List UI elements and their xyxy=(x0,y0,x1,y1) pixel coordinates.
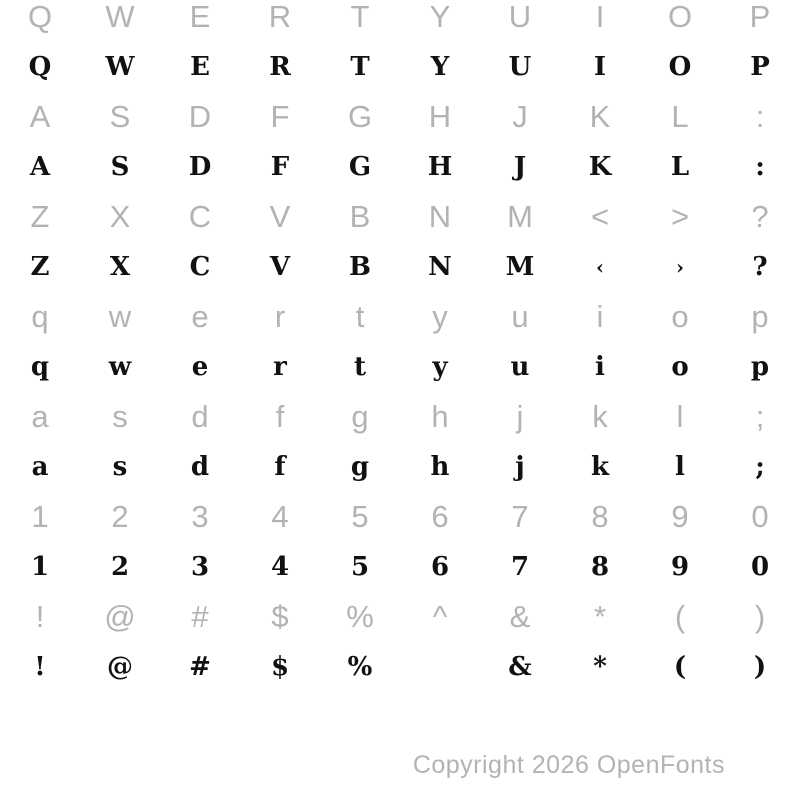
sample-glyph-r2-c7: U xyxy=(508,52,532,82)
reference-glyph-r7-c6: y xyxy=(432,299,448,334)
reference-glyph-r1-c8: I xyxy=(595,0,605,34)
reference-glyph-r7-c3: e xyxy=(191,299,209,334)
sample-glyph-r2-c6: Y xyxy=(430,52,450,82)
reference-glyph-r1-c1: Q xyxy=(27,0,53,34)
sample-glyph-r8-c10: p xyxy=(750,352,770,382)
sample-glyph-r4-c2: S xyxy=(110,152,130,182)
sample-glyph-r14-c1: ! xyxy=(34,652,46,682)
reference-glyph-r11-c2: 2 xyxy=(111,499,129,534)
sample-glyph-r8-c8: i xyxy=(595,352,605,382)
reference-glyph-r13-c1: ! xyxy=(35,599,45,634)
sample-row-4 xyxy=(0,142,800,192)
reference-glyph-r13-c4: $ xyxy=(271,599,289,634)
reference-glyph-r9-c1: a xyxy=(31,399,49,434)
reference-glyph-r11-c7: 7 xyxy=(511,499,529,534)
sample-glyph-r14-c8: * xyxy=(593,652,607,682)
sample-glyph-r4-c8: K xyxy=(588,152,612,182)
reference-glyph-r7-c8: i xyxy=(596,299,604,334)
reference-glyph-r13-c2: @ xyxy=(104,599,136,634)
sample-glyph-r2-c9: O xyxy=(668,52,692,82)
sample-glyph-r12-c1: 1 xyxy=(30,552,50,582)
reference-glyph-r1-c2: W xyxy=(105,0,135,34)
sample-glyph-r2-c1: Q xyxy=(28,52,52,82)
sample-glyph-r4-c7: J xyxy=(513,152,527,182)
reference-glyph-r13-c8: * xyxy=(593,599,607,634)
reference-glyph-r5-c4: V xyxy=(269,199,291,234)
sample-glyph-r12-c6: 6 xyxy=(430,552,450,582)
sample-glyph-r6-c5: B xyxy=(349,252,371,282)
reference-glyph-r9-c2: s xyxy=(112,399,128,434)
reference-glyph-r11-c6: 6 xyxy=(431,499,449,534)
sample-glyph-r8-c9: o xyxy=(671,352,689,382)
reference-glyph-r3-c1: A xyxy=(29,99,51,134)
sample-glyph-r4-c4: F xyxy=(270,152,290,182)
reference-glyph-r9-c6: h xyxy=(431,399,449,434)
sample-glyph-r6-c4: V xyxy=(269,252,291,282)
sample-glyph-r6-c8: ‹ xyxy=(596,255,604,279)
reference-glyph-r5-c10: ? xyxy=(751,199,769,234)
sample-glyph-r14-c2: @ xyxy=(107,652,133,682)
reference-glyph-r11-c9: 9 xyxy=(671,499,689,534)
sample-glyph-r12-c4: 4 xyxy=(270,552,290,582)
reference-glyph-r3-c10: : xyxy=(755,99,765,134)
sample-glyph-r12-c10: 0 xyxy=(750,552,770,582)
reference-row-5 xyxy=(0,192,800,242)
reference-glyph-r11-c4: 4 xyxy=(271,499,289,534)
sample-glyph-r10-c9: l xyxy=(675,452,685,482)
reference-glyph-r3-c6: H xyxy=(428,99,452,134)
sample-glyph-r12-c2: 2 xyxy=(110,552,130,582)
reference-glyph-r3-c9: L xyxy=(671,99,689,134)
sample-glyph-r14-c4: $ xyxy=(270,652,290,682)
reference-glyph-r5-c6: N xyxy=(428,199,452,234)
reference-glyph-r13-c3: # xyxy=(191,599,209,634)
sample-glyph-r10-c1: a xyxy=(31,452,49,482)
reference-row-3 xyxy=(0,92,800,142)
sample-glyph-r14-c3: # xyxy=(189,652,211,682)
reference-glyph-r7-c5: t xyxy=(355,299,365,334)
reference-row-1 xyxy=(0,0,800,42)
reference-row-9 xyxy=(0,392,800,442)
sample-glyph-r10-c6: h xyxy=(430,452,450,482)
reference-glyph-r3-c8: K xyxy=(589,99,611,134)
reference-glyph-r13-c9: ( xyxy=(674,599,686,634)
sample-glyph-r4-c10: : xyxy=(755,152,765,182)
sample-glyph-r4-c5: G xyxy=(348,152,372,182)
reference-glyph-r11-c10: 0 xyxy=(751,499,769,534)
sample-row-8 xyxy=(0,342,800,392)
sample-glyph-r12-c8: 8 xyxy=(590,552,610,582)
reference-glyph-r5-c8: < xyxy=(590,199,610,234)
sample-glyph-r12-c7: 7 xyxy=(510,552,530,582)
reference-glyph-r5-c2: X xyxy=(109,199,131,234)
sample-glyph-r12-c5: 5 xyxy=(350,552,370,582)
sample-glyph-r10-c2: s xyxy=(112,452,128,482)
sample-glyph-r8-c5: t xyxy=(353,352,366,382)
sample-glyph-r2-c3: E xyxy=(190,52,210,82)
reference-glyph-r1-c10: P xyxy=(749,0,771,34)
sample-glyph-r6-c10: ? xyxy=(752,252,768,282)
sample-glyph-r2-c5: T xyxy=(350,52,370,82)
reference-glyph-r7-c7: u xyxy=(511,299,529,334)
sample-glyph-r14-c9: ( xyxy=(673,652,687,682)
sample-row-10 xyxy=(0,442,800,492)
reference-glyph-r7-c4: r xyxy=(274,299,286,334)
reference-glyph-r13-c7: & xyxy=(509,599,531,634)
sample-row-2 xyxy=(0,42,800,92)
sample-glyph-r6-c6: N xyxy=(428,252,452,282)
reference-glyph-r5-c3: C xyxy=(188,199,212,234)
reference-glyph-r1-c5: T xyxy=(350,0,370,34)
reference-glyph-r9-c5: g xyxy=(351,399,369,434)
reference-glyph-r11-c8: 8 xyxy=(591,499,609,534)
reference-glyph-r7-c1: q xyxy=(31,299,49,334)
reference-glyph-r9-c10: ; xyxy=(755,399,765,434)
reference-glyph-r9-c3: d xyxy=(191,399,209,434)
reference-glyph-r9-c4: f xyxy=(275,399,285,434)
reference-glyph-r1-c7: U xyxy=(508,0,532,34)
reference-glyph-r11-c1: 1 xyxy=(31,499,49,534)
reference-glyph-r5-c7: M xyxy=(507,199,533,234)
reference-glyph-r9-c7: j xyxy=(516,399,524,434)
reference-glyph-r5-c5: B xyxy=(349,199,371,234)
sample-glyph-r14-c7: & xyxy=(508,652,532,682)
reference-row-13 xyxy=(0,592,800,642)
sample-glyph-r4-c6: H xyxy=(427,152,453,182)
sample-glyph-r10-c10: ; xyxy=(755,452,765,482)
reference-glyph-r13-c5: % xyxy=(346,599,374,634)
reference-glyph-r3-c3: D xyxy=(188,99,212,134)
reference-glyph-r13-c6: ^ xyxy=(432,599,448,634)
reference-glyph-r3-c7: J xyxy=(512,99,528,134)
sample-glyph-r2-c8: I xyxy=(593,52,607,82)
reference-glyph-r1-c3: E xyxy=(189,0,211,34)
reference-glyph-r13-c10: ) xyxy=(754,599,766,634)
sample-glyph-r14-c5: % xyxy=(347,652,373,682)
sample-glyph-r4-c1: A xyxy=(29,152,51,182)
sample-glyph-r10-c8: k xyxy=(590,452,609,482)
sample-glyph-r8-c3: e xyxy=(191,352,209,382)
sample-glyph-r2-c4: R xyxy=(269,52,291,82)
reference-row-7 xyxy=(0,292,800,342)
reference-glyph-r1-c9: O xyxy=(667,0,693,34)
sample-glyph-r8-c6: y xyxy=(432,352,448,382)
reference-glyph-r9-c8: k xyxy=(592,399,608,434)
sample-glyph-r12-c9: 9 xyxy=(670,552,690,582)
sample-glyph-r8-c4: r xyxy=(273,352,287,382)
sample-glyph-r10-c4: f xyxy=(274,452,286,482)
sample-glyph-r10-c7: j xyxy=(515,452,525,482)
sample-glyph-r8-c2: w xyxy=(108,352,132,382)
sample-glyph-r6-c7: M xyxy=(505,252,535,282)
reference-glyph-r11-c5: 5 xyxy=(351,499,369,534)
sample-glyph-r6-c1: Z xyxy=(30,252,50,282)
sample-glyph-r4-c9: L xyxy=(670,152,690,182)
sample-glyph-r8-c7: u xyxy=(510,352,530,382)
sample-glyph-r6-c2: X xyxy=(109,252,131,282)
reference-glyph-r9-c9: l xyxy=(676,399,684,434)
reference-glyph-r3-c2: S xyxy=(109,99,131,134)
reference-glyph-r7-c9: o xyxy=(671,299,689,334)
sample-row-14 xyxy=(0,642,800,692)
sample-glyph-r8-c1: q xyxy=(30,352,50,382)
reference-glyph-r5-c1: Z xyxy=(30,199,50,234)
sample-row-12 xyxy=(0,542,800,592)
reference-glyph-r1-c4: R xyxy=(268,0,292,34)
sample-glyph-r12-c3: 3 xyxy=(190,552,210,582)
reference-glyph-r5-c9: > xyxy=(670,199,690,234)
reference-glyph-r7-c2: w xyxy=(108,299,132,334)
sample-glyph-r10-c5: g xyxy=(350,452,370,482)
sample-glyph-r4-c3: D xyxy=(188,152,212,182)
reference-glyph-r11-c3: 3 xyxy=(191,499,209,534)
sample-glyph-r6-c3: C xyxy=(189,252,211,282)
reference-row-11 xyxy=(0,492,800,542)
reference-glyph-r7-c10: p xyxy=(751,299,769,334)
sample-glyph-r10-c3: d xyxy=(190,452,210,482)
sample-glyph-r14-c10: ) xyxy=(753,652,767,682)
reference-glyph-r3-c5: G xyxy=(347,99,373,134)
sample-glyph-r6-c9: › xyxy=(676,255,684,279)
reference-glyph-r1-c6: Y xyxy=(429,0,451,34)
reference-glyph-r3-c4: F xyxy=(270,99,290,134)
sample-glyph-r2-c2: W xyxy=(105,52,135,82)
copyright-text: Copyright 2026 OpenFonts xyxy=(412,751,725,779)
sample-row-6 xyxy=(0,242,800,292)
sample-glyph-r2-c10: P xyxy=(750,52,770,82)
